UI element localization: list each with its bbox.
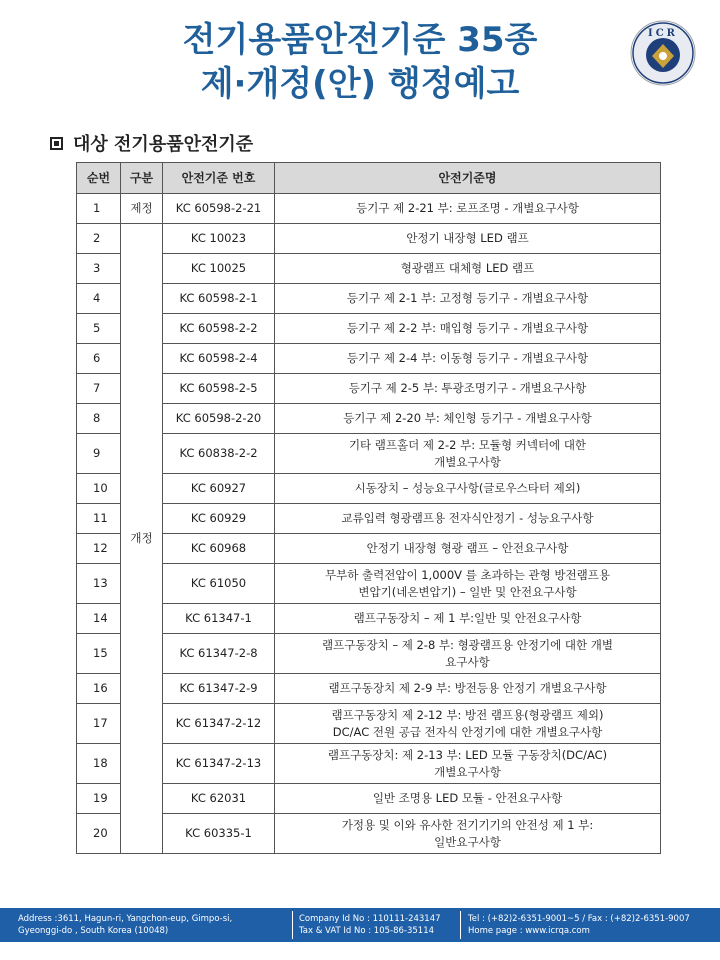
standard-name bbox=[275, 254, 661, 284]
header-code: 안전기준 번호 bbox=[163, 163, 275, 194]
standard-code: KC 61347-2-12 bbox=[163, 704, 275, 744]
standard-name bbox=[275, 284, 661, 314]
row-number: 1 bbox=[77, 194, 121, 224]
page-title bbox=[0, 18, 720, 106]
standard-name-line: 램프구동장치 제 2-9 부: 방전등용 안정기 개별요구사항 bbox=[328, 681, 607, 695]
table-row bbox=[77, 604, 661, 634]
category-new: 제정 bbox=[121, 194, 163, 224]
table-row bbox=[77, 744, 661, 784]
standard-name bbox=[275, 784, 661, 814]
table-row bbox=[77, 374, 661, 404]
square-bullet-icon bbox=[50, 137, 63, 150]
table-row bbox=[77, 814, 661, 854]
standard-code: KC 60598-2-1 bbox=[163, 284, 275, 314]
table-row bbox=[77, 254, 661, 284]
title-line-1: 전기용품안전기준 35종 bbox=[182, 20, 538, 60]
table-row bbox=[77, 504, 661, 534]
table-row bbox=[77, 284, 661, 314]
standard-code: KC 60927 bbox=[163, 474, 275, 504]
standard-code: KC 61347-2-8 bbox=[163, 634, 275, 674]
standard-name-line: 안정기 내장형 LED 램프 bbox=[406, 231, 529, 245]
footer-contact bbox=[468, 913, 690, 937]
table-row bbox=[77, 634, 661, 674]
standard-name-line: 개별요구사항 bbox=[434, 454, 501, 469]
row-number: 11 bbox=[77, 504, 121, 534]
row-number: 3 bbox=[77, 254, 121, 284]
row-number: 20 bbox=[77, 814, 121, 854]
standard-name-line: 등기구 제 2-4 부: 이동형 등기구 - 개별요구사항 bbox=[346, 351, 589, 365]
standard-code: KC 60598-2-4 bbox=[163, 344, 275, 374]
standard-code: KC 10025 bbox=[163, 254, 275, 284]
row-number: 17 bbox=[77, 704, 121, 744]
footer-divider bbox=[460, 911, 461, 939]
standard-name bbox=[275, 814, 661, 854]
standard-code: KC 60968 bbox=[163, 534, 275, 564]
standard-code: KC 60598-2-2 bbox=[163, 314, 275, 344]
standard-name-line: 무부하 출력전압이 1,000V 를 초과하는 관형 방전램프용 bbox=[325, 567, 610, 582]
title-line-2: 제·개정(안) 행정예고 bbox=[200, 64, 520, 104]
standard-code: KC 61347-1 bbox=[163, 604, 275, 634]
row-number: 19 bbox=[77, 784, 121, 814]
standard-code: KC 60598-2-5 bbox=[163, 374, 275, 404]
header-category: 구분 bbox=[121, 163, 163, 194]
table-row bbox=[77, 784, 661, 814]
footer-address-line2: Gyeonggi-do , South Korea (10048) bbox=[18, 926, 169, 936]
standard-name-line: 일반요구사항 bbox=[434, 834, 501, 849]
header-name: 안전기준명 bbox=[275, 163, 661, 194]
standard-name-line: 개별요구사항 bbox=[434, 764, 501, 779]
standard-name-line: 등기구 제 2-21 부: 로프조명 - 개별요구사항 bbox=[356, 201, 579, 215]
footer-homepage[interactable]: Home page : www.icrqa.com bbox=[468, 926, 590, 936]
standard-code: KC 60838-2-2 bbox=[163, 434, 275, 474]
standard-name bbox=[275, 534, 661, 564]
standard-name bbox=[275, 744, 661, 784]
standard-code: KC 61347-2-13 bbox=[163, 744, 275, 784]
table-row bbox=[77, 704, 661, 744]
standard-code: KC 61347-2-9 bbox=[163, 674, 275, 704]
standard-name-line: 램프구동장치 – 제 1 부:일반 및 안전요구사항 bbox=[353, 611, 582, 625]
table-row bbox=[77, 674, 661, 704]
footer bbox=[0, 908, 720, 942]
table-header-row bbox=[77, 163, 661, 194]
logo-text: ICR bbox=[648, 28, 678, 39]
standard-name bbox=[275, 704, 661, 744]
standard-name bbox=[275, 344, 661, 374]
section-label: 대상 전기용품안전기준 bbox=[73, 134, 254, 155]
row-number: 5 bbox=[77, 314, 121, 344]
standard-name-line: 램프구동장치 제 2-12 부: 방전 램프용(형광램프 제외) bbox=[331, 707, 604, 722]
footer-tax-id: Tax & VAT Id No : 105-86-35114 bbox=[299, 926, 435, 936]
footer-company-id: Company Id No : 110111-243147 bbox=[299, 914, 441, 924]
standard-name-line: 등기구 제 2-1 부: 고정형 등기구 - 개별요구사항 bbox=[346, 291, 589, 305]
standard-name-line: 등기구 제 2-2 부: 매입형 등기구 - 개별요구사항 bbox=[346, 321, 589, 335]
standard-name-line: 등기구 제 2-5 부: 투광조명기구 - 개별요구사항 bbox=[348, 381, 587, 395]
standard-name bbox=[275, 564, 661, 604]
table-row bbox=[77, 534, 661, 564]
standard-name bbox=[275, 604, 661, 634]
standard-name bbox=[275, 194, 661, 224]
standard-name-line: 변압기(네온변압기) – 일반 및 안전요구사항 bbox=[358, 584, 577, 599]
standard-name-line: 램프구동장치: 제 2-13 부: LED 모듈 구동장치(DC/AC) bbox=[327, 747, 608, 762]
standard-code: KC 60598-2-21 bbox=[163, 194, 275, 224]
row-number: 9 bbox=[77, 434, 121, 474]
table-row bbox=[77, 224, 661, 254]
standard-name bbox=[275, 474, 661, 504]
section-heading bbox=[50, 130, 253, 156]
standard-name-line: DC/AC 전원 공급 전자식 안정기에 대한 개별요구사항 bbox=[332, 724, 603, 739]
footer-company bbox=[299, 913, 441, 937]
table-row bbox=[77, 434, 661, 474]
standard-name-line: 등기구 제 2-20 부: 체인형 등기구 - 개별요구사항 bbox=[343, 411, 592, 425]
row-number: 18 bbox=[77, 744, 121, 784]
row-number: 13 bbox=[77, 564, 121, 604]
table-row bbox=[77, 474, 661, 504]
standard-name bbox=[275, 674, 661, 704]
table-row bbox=[77, 194, 661, 224]
standard-name-line: 안정기 내장형 형광 램프 – 안전요구사항 bbox=[366, 541, 569, 555]
standard-code: KC 60598-2-20 bbox=[163, 404, 275, 434]
row-number: 14 bbox=[77, 604, 121, 634]
header-number: 순번 bbox=[77, 163, 121, 194]
standard-name-line: 교류입력 형광램프용 전자식안정기 - 성능요구사항 bbox=[341, 511, 594, 525]
row-number: 8 bbox=[77, 404, 121, 434]
footer-tel: Tel : (+82)2-6351-9001~5 / Fax : (+82)2-6351-9007 bbox=[468, 914, 690, 924]
table-row bbox=[77, 314, 661, 344]
row-number: 12 bbox=[77, 534, 121, 564]
standard-name-line: 시동장치 – 성능요구사항(글로우스타터 제외) bbox=[354, 481, 581, 495]
table-row bbox=[77, 404, 661, 434]
standard-name-line: 요구사항 bbox=[445, 654, 490, 669]
standard-code: KC 61050 bbox=[163, 564, 275, 604]
standard-name bbox=[275, 504, 661, 534]
category-revision: 개정 bbox=[121, 224, 163, 854]
row-number: 6 bbox=[77, 344, 121, 374]
row-number: 4 bbox=[77, 284, 121, 314]
standard-name bbox=[275, 634, 661, 674]
row-number: 10 bbox=[77, 474, 121, 504]
standards-table bbox=[76, 162, 661, 854]
standard-code: KC 62031 bbox=[163, 784, 275, 814]
row-number: 7 bbox=[77, 374, 121, 404]
standard-name-line: 형광램프 대체형 LED 램프 bbox=[400, 261, 535, 275]
standard-name bbox=[275, 314, 661, 344]
footer-address-line1: Address :3611, Hagun-ri, Yangchon-eup, Gimpo-si, bbox=[18, 914, 233, 924]
footer-address bbox=[18, 913, 232, 937]
icr-logo bbox=[630, 20, 696, 86]
standard-name bbox=[275, 374, 661, 404]
standard-code: KC 10023 bbox=[163, 224, 275, 254]
footer-divider bbox=[292, 911, 293, 939]
standard-name-line: 기타 램프홀더 제 2-2 부: 모듈형 커넥터에 대한 bbox=[348, 437, 587, 452]
standard-name-line: 가정용 및 이와 유사한 전기기기의 안전성 제 1 부: bbox=[341, 817, 594, 832]
table-row bbox=[77, 344, 661, 374]
standard-name-line: 일반 조명용 LED 모듈 - 안전요구사항 bbox=[372, 791, 563, 805]
standard-name-line: 램프구동장치 – 제 2-8 부: 형광램프용 안정기에 대한 개별 bbox=[322, 637, 613, 652]
standard-name bbox=[275, 404, 661, 434]
row-number: 2 bbox=[77, 224, 121, 254]
row-number: 16 bbox=[77, 674, 121, 704]
standard-code: KC 60929 bbox=[163, 504, 275, 534]
standard-code: KC 60335-1 bbox=[163, 814, 275, 854]
row-number: 15 bbox=[77, 634, 121, 674]
standard-name bbox=[275, 434, 661, 474]
standard-name bbox=[275, 224, 661, 254]
table-row bbox=[77, 564, 661, 604]
